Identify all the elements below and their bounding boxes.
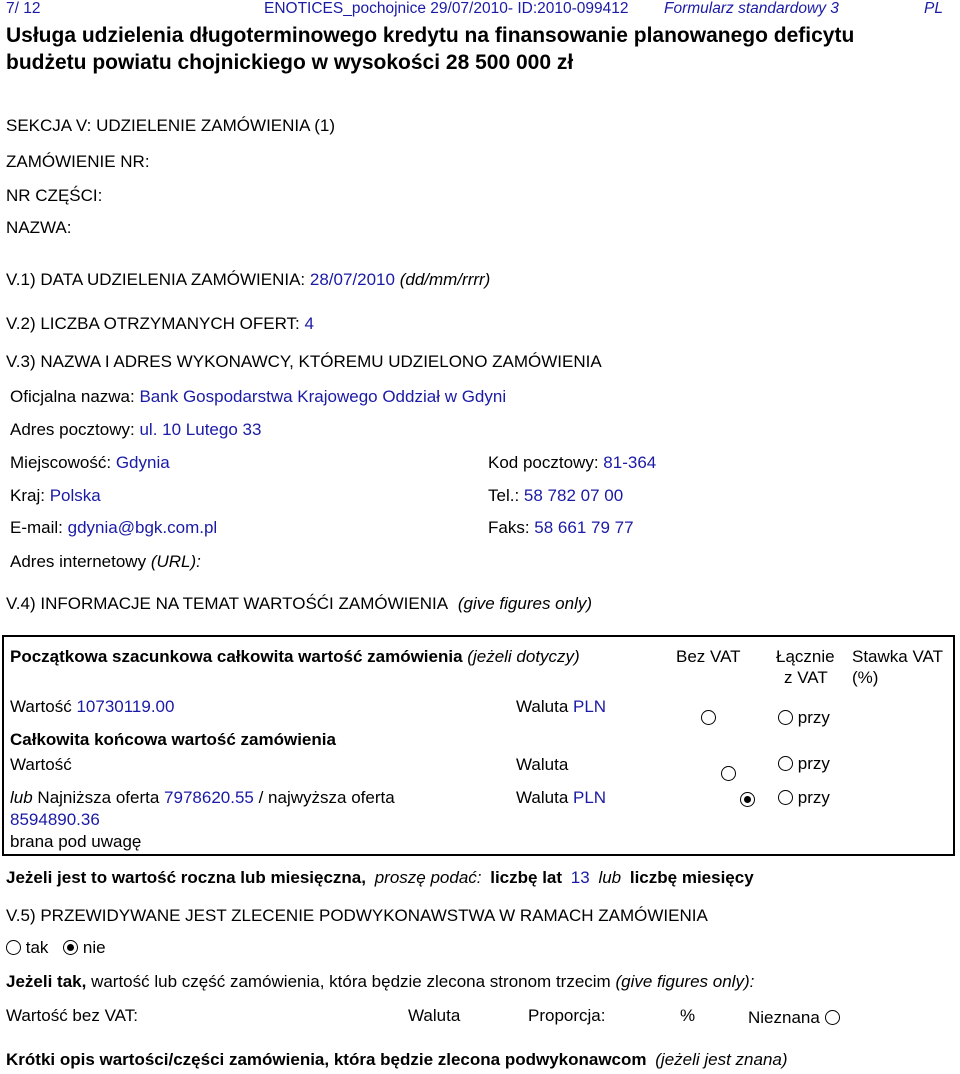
lowest-offer-label: Najniższa oferta	[37, 788, 160, 807]
url-label: Adres internetowy	[10, 552, 147, 571]
postal-address-value: ul. 10 Lutego 33	[139, 420, 262, 439]
subcontracting-heading: V.5) PRZEWIDYWANE JEST ZLECENIE PODWYKONAWSTWA W RAMACH ZAMÓWIENIA	[6, 906, 708, 925]
if-yes-row	[6, 972, 754, 992]
email-value: gdynia@bgk.com.pl	[67, 518, 218, 537]
award-date-label: V.1) DATA UDZIELENIA ZAMÓWIENIA:	[6, 270, 306, 289]
offers-count-row	[6, 314, 314, 334]
award-date-value: 28/07/2010	[309, 270, 395, 289]
row1-value	[10, 697, 174, 717]
if-yes-label: Jeżeli tak,	[6, 972, 87, 991]
value-info-note: (give figures only)	[457, 594, 593, 613]
document-id: ENOTICES_pochojnice 29/07/2010- ID:2010-099412	[264, 0, 629, 17]
initial-value-label: Początkowa szacunkowa całkowita wartość zamówienia	[10, 647, 463, 666]
notice-title-line2: budżetu powiatu chojnickiego w wysokości 28 500 000 zł	[6, 51, 574, 74]
considered-label: brana pod uwagę	[10, 832, 142, 851]
row3-lacznie-radio[interactable]	[778, 790, 793, 805]
initial-value-note: (jeżeli dotyczy)	[467, 647, 580, 666]
row1-value-label: Wartość	[10, 697, 72, 716]
short-desc-label: Krótki opis wartości/części zamówienia, która będzie zlecona podwykonawcom	[6, 1050, 647, 1069]
postal-code-label: Kod pocztowy:	[488, 453, 599, 472]
official-name-row	[10, 387, 506, 407]
fax-label: Faks:	[488, 518, 530, 537]
col-bez-vat: Bez VAT	[676, 647, 741, 666]
col-stawka-1: Stawka VAT	[852, 647, 944, 666]
row2-przy: przy	[797, 754, 830, 773]
row2-bez-vat-radio[interactable]	[721, 766, 736, 781]
country-row	[10, 486, 101, 506]
offers-count-label: V.2) LICZBA OTRZYMANYCH OFERT:	[6, 314, 300, 333]
row1-currency	[516, 697, 606, 717]
postal-address-label: Adres pocztowy:	[10, 420, 135, 439]
if-yes-note: (give figures only):	[615, 972, 755, 991]
col-stawka-2: (%)	[852, 668, 879, 687]
award-date-format: (dd/mm/rrrr)	[399, 270, 491, 289]
language-code: PL	[924, 0, 943, 17]
unknown-radio[interactable]	[825, 1010, 840, 1025]
short-desc-row	[6, 1050, 788, 1070]
fax-value: 58 661 79 77	[534, 518, 634, 537]
country-value: Polska	[49, 486, 101, 505]
row3-lub: lub	[10, 788, 33, 807]
lowest-offer-value: 7978620.55	[164, 788, 254, 807]
percent-sign: %	[680, 1006, 696, 1025]
official-name-label: Oficjalna nazwa:	[10, 387, 135, 406]
highest-offer-value: 8594890.36	[10, 810, 100, 829]
phone-label: Tel.:	[488, 486, 520, 505]
postal-code-value: 81-364	[603, 453, 657, 472]
annual-prompt: proszę podać:	[374, 868, 482, 887]
annual-lub: lub	[598, 868, 622, 887]
years-label: liczbę lat	[490, 868, 563, 887]
years-value: 13	[570, 868, 590, 887]
subcontracting-options	[6, 938, 106, 958]
tak-radio[interactable]	[6, 940, 21, 955]
row3-lacznie	[778, 788, 830, 808]
url-row	[10, 552, 201, 572]
annual-label: Jeżeli jest to wartość roczna lub miesięczna,	[6, 868, 366, 887]
phone-value: 58 782 07 00	[523, 486, 624, 505]
phone-row	[488, 486, 623, 506]
row1-currency-value: PLN	[573, 697, 607, 716]
row2-lacznie-radio[interactable]	[778, 756, 793, 771]
highest-offer-sep: / najwyższa oferta	[258, 788, 395, 807]
annual-row	[6, 868, 754, 888]
col-lacznie-1: Łącznie	[776, 647, 835, 666]
unknown-label: Nieznana	[748, 1008, 820, 1027]
row3-currency-value: PLN	[573, 788, 607, 807]
notice-title-line1: Usługa udzielenia długoterminowego kredytu na finansowanie planowanego deficytu	[6, 24, 855, 47]
section-heading: SEKCJA V: UDZIELENIE ZAMÓWIENIA (1)	[6, 116, 336, 135]
lot-number-label: NR CZĘŚCI:	[6, 186, 103, 205]
row1-lacznie-radio[interactable]	[778, 710, 793, 725]
nie-radio-selected[interactable]	[63, 940, 78, 955]
official-name-value: Bank Gospodarstwa Krajowego Oddział w Gdyni	[139, 387, 507, 406]
row1-bez-vat-radio[interactable]	[701, 710, 716, 725]
proportion-label: Proporcja:	[528, 1006, 606, 1025]
page-number: 7/ 12	[6, 0, 41, 17]
row2-lacznie	[778, 754, 830, 774]
email-row	[10, 518, 217, 538]
nie-label: nie	[82, 938, 106, 957]
months-label: liczbę miesięcy	[629, 868, 754, 887]
email-label: E-mail:	[10, 518, 63, 537]
if-yes-text: wartość lub część zamówienia, która będzie zlecona stronom trzecim	[91, 972, 611, 991]
form-name: Formularz standardowy 3	[664, 0, 839, 17]
city-row	[10, 453, 170, 473]
unknown-row	[748, 1008, 840, 1028]
contract-number-label: ZAMÓWIENIE NR:	[6, 152, 150, 171]
name-label: NAZWA:	[6, 218, 72, 237]
subcontract-value-label: Wartość bez VAT:	[6, 1006, 138, 1025]
table-head-row	[10, 647, 580, 667]
award-date-row	[6, 270, 490, 290]
row3-przy: przy	[797, 788, 830, 807]
value-info-heading: V.4) INFORMACJE NA TEMAT WARTOŚĆI ZAMÓWIENIA	[6, 594, 448, 613]
row2-value-label: Wartość	[10, 755, 72, 774]
fax-row	[488, 518, 634, 538]
postal-code-row	[488, 453, 656, 473]
offers-count-value: 4	[304, 314, 314, 333]
contractor-heading: V.3) NAZWA I ADRES WYKONAWCY, KTÓREMU UDZIELONO ZAMÓWIENIA	[6, 352, 602, 371]
postal-address-row	[10, 420, 261, 440]
city-label: Miejscowość:	[10, 453, 112, 472]
subcontract-currency-label: Waluta	[408, 1006, 461, 1025]
row3-currency-label: Waluta	[516, 788, 569, 807]
row1-currency-label: Waluta	[516, 697, 569, 716]
tak-label: tak	[25, 938, 49, 957]
row3-range	[10, 788, 395, 808]
value-info-row	[6, 594, 592, 614]
row1-przy: przy	[797, 708, 830, 727]
city-value: Gdynia	[115, 453, 170, 472]
country-label: Kraj:	[10, 486, 45, 505]
url-suffix: (URL):	[150, 552, 201, 571]
total-final-label: Całkowita końcowa wartość zamówienia	[10, 730, 336, 749]
row2-currency-label: Waluta	[516, 755, 569, 774]
row1-lacznie	[778, 708, 830, 728]
short-desc-note: (jeżeli jest znana)	[655, 1050, 788, 1069]
row1-value-amount: 10730119.00	[76, 697, 175, 716]
row3-currency	[516, 788, 606, 808]
col-lacznie-2: z VAT	[784, 668, 828, 687]
